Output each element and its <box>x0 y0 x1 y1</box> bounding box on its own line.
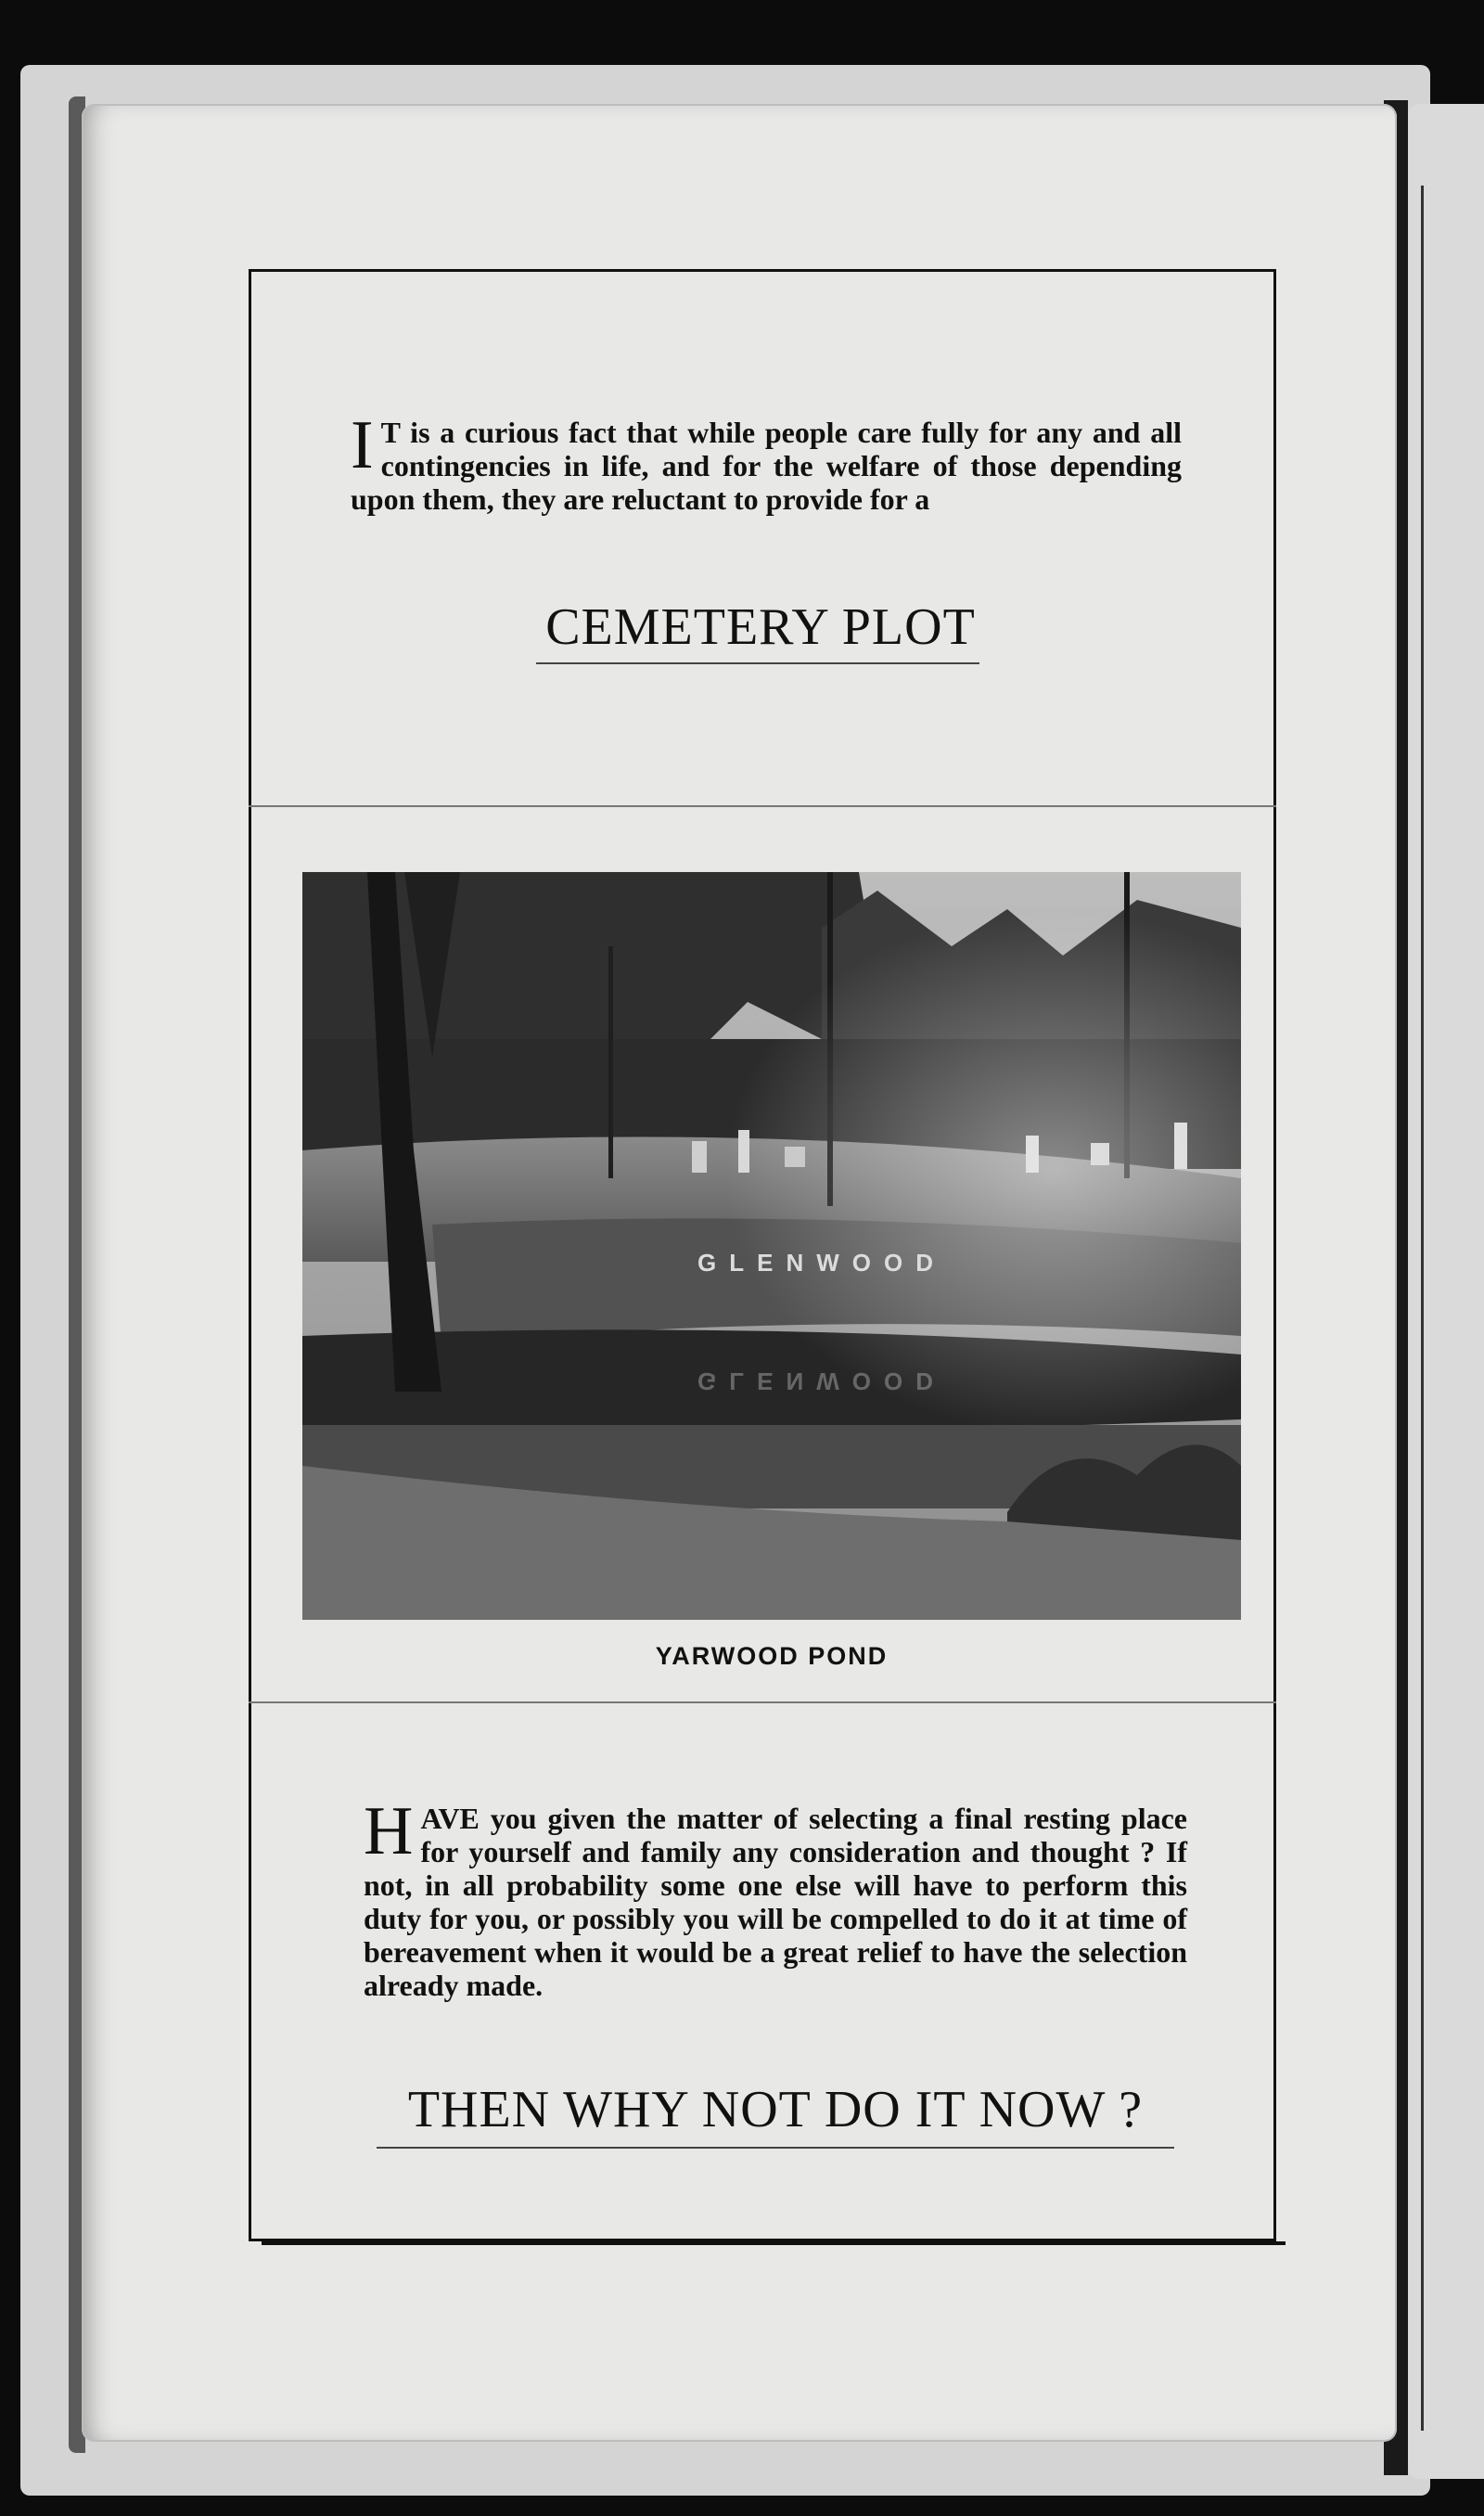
section-divider-bottom <box>249 1701 1276 1703</box>
pond-photograph <box>302 872 1241 1620</box>
call-to-action-underline <box>377 2147 1174 2149</box>
heading-underline <box>536 662 979 664</box>
intro-text: T is a curious fact that while people care fully for any and all contingencies in life, and for the welfare of those depending upon them, they are reluctant to provide for a <box>351 416 1182 516</box>
glenwood-lettering: GLENWOOD <box>697 1249 946 1277</box>
section-divider-top <box>249 805 1276 807</box>
second-drop-cap: H <box>364 1793 414 1869</box>
next-page-border <box>1421 186 1484 2431</box>
call-to-action-heading: THEN WHY NOT DO IT NOW ? <box>407 2081 1144 2138</box>
photo-caption: YARWOOD POND <box>655 1642 889 1670</box>
cemetery-plot-heading: CEMETERY PLOT <box>545 598 976 656</box>
intro-drop-cap: I <box>351 407 374 483</box>
frame-shadow-rule <box>262 2241 1286 2245</box>
glenwood-reflection: GLENWOOD <box>697 1367 946 1395</box>
intro-paragraph <box>351 407 1182 516</box>
second-text: AVE you given the matter of selecting a final resting place for yourself and family any consideration and thought ? If not, in all probability some one else will have to perform this duty for you, or possibly you will be compelled to do it at time of bereavement when it would be a great relief to have the selection already made. <box>364 1802 1187 2002</box>
second-paragraph <box>364 1793 1187 2002</box>
